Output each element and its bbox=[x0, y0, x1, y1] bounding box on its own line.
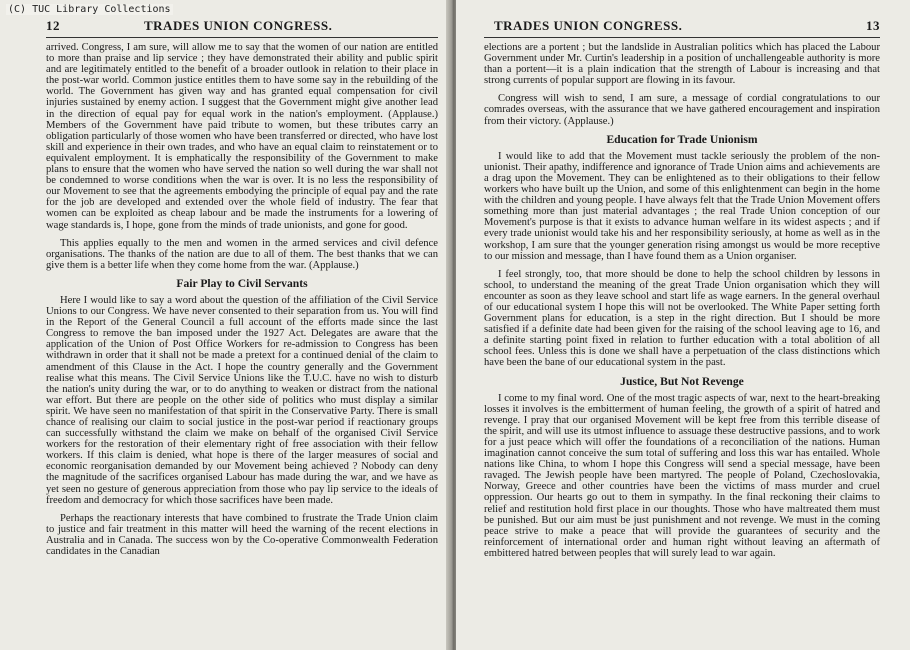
paragraph: arrived. Congress, I am sure, will allow me to say that the women of our nation are entitled to more than praise and lip service ; they have demonstrated their ability and public spirit and are legitimately entitled to the benefit of a broader outlook in relation to their place in the post-war world. Common justice entitles them to have some say in the rebuilding of the world. The Government has given way and has granted equal compensation for civil injuries sustained by enemy action. I suggest that the Government might give another lead in the direction of equal pay for equal work in the nation's employment. (Applause.) Members of the Government have paid tribute to women, but these tributes carry an obligation particularly of those women who have been transferred or directed, who have lost skill and experience in their own trades, and who have an equal claim to reinstatement or to equivalent employment. It is emphatically the responsibility of the Government to make plans to ensure that the women who have served the nation so well during the war shall not be condemned to worse conditions when the war is over. It is no less the responsibility of our Movement to see that the agreements embodying the principle of equal pay and the rate for the job are developed and extended over the whole field of industry. The fear that women can be exploited as cheap labour and be made the instruments for a lowering of wage standards is, I hope, gone from the minds of trade unionists, and gone for good. bbox=[46, 42, 438, 231]
paragraph: elections are a portent ; but the landslide in Australian politics which has placed the Labour Government under Mr. Curtin's leadership in a position of unchallengeable authority is more than a portent—it is a plain indication that the strength of Labour is increasing and that strong currents of popular support are flowing in its favour. bbox=[484, 42, 880, 87]
left-page-body bbox=[46, 42, 438, 557]
right-page-body bbox=[484, 42, 880, 559]
section-heading: Fair Play to Civil Servants bbox=[176, 276, 308, 290]
paragraph: Congress will wish to send, I am sure, a message of cordial congratulations to our comrades overseas, with the assurance that we have gathered encouragement and inspiration from their victory. (Applause.) bbox=[484, 93, 880, 127]
running-title-left: TRADES UNION CONGRESS. bbox=[144, 18, 333, 33]
header-rule-left bbox=[46, 37, 438, 38]
paragraph: Perhaps the reactionary interests that have combined to frustrate the Trade Union claim to justice and fair treatment in this matter will heed the warning of the recent elections in Australia and in Canada. The success won by the Co-operative Commonwealth Federation candidates in the Canadian bbox=[46, 512, 438, 558]
paragraph: Here I would like to say a word about the question of the affiliation of the Civil Service Unions to our Congress. We have never consented to their separation from us. You will find in the Report of the General Council a full account of the efforts made since the last Congress to remove the ban imposed under the 1927 Act. Delegates are aware that the application of the Union of Post Office Workers for re-admission to Congress has been withdrawn in order that it shall not be made a pretext for a continued denial of the claim to amendment of this Clause in the Act. I hope the country generally and the Government realise what this means. The Civil Service Unions like the T.U.C. have no wish to disturb the nation's unity during the war, or to do anything to weaken or distract from the national war effort. But there are people on the other side of politics who must display a similar spirit. We have seen no manifestation of that spirit in the Conservative Party. There is small chance of realising our claim to social justice in the post-war period if reactionary groups can successfully withstand the claim we make on behalf of the organised Civil Service workers for the restoration of their elementary right of free association with their fellow workers. If this claim is denied, what hope is there of the larger measures of social and economic reorganisation demanded by our Movement being achieved ? Nobody can deny the magnitude of the sacrifices organised Labour has made during the war, and we have as yet seen no gesture of generous appreciation from those who pay lip service to the ideals of freedom and democracy for which those sacrifices have been made. bbox=[46, 294, 438, 506]
paragraph: This applies equally to the men and women in the armed services and civil defence organisations. The thanks of the nation are due to all of them. The best thanks that we can give them is a better life when they come home from the war. (Applause.) bbox=[46, 237, 438, 271]
running-title-right: TRADES UNION CONGRESS. bbox=[494, 18, 683, 33]
paragraph: I would like to add that the Movement must tackle seriously the problem of the non-unionist. Their apathy, indifference and ignorance of Trade Union aims and achievements are a drag upon the Movement. They can be enlightened as to their obligations to their fellow workers who have built up the Union, and some of this enlightenment can begin in the home with the children and young people. I have always felt that the Trade Union Movement offers something more than just material advantages ; the real Trade Union conception of our Movement's purpose is that it exists to advance human welfare in its widest aspects ; and if every trade unionist would take his and her responsibility seriously, at home as well as in the workshop, I am sure that the younger generation rising amongst us would be more receptive to our mission and message, than I have found them as a Union organiser. bbox=[484, 150, 880, 262]
right-page-header bbox=[484, 18, 880, 36]
right-page bbox=[456, 0, 910, 650]
left-page bbox=[0, 0, 452, 650]
header-rule-right bbox=[484, 37, 880, 38]
section-heading: Education for Trade Unionism bbox=[606, 132, 758, 146]
page-number-left: 12 bbox=[46, 18, 60, 33]
section-heading: Justice, But Not Revenge bbox=[620, 374, 744, 388]
page-number-right: 13 bbox=[866, 18, 880, 33]
paragraph: I come to my final word. One of the most tragic aspects of war, next to the heart-breaking losses it involves is the embitterment of human feeling, the growth of a spirit of hatred and revenge. I pray that our organised Movement will be kept free from this terrible disease of the spirit, and will use its utmost influence to assuage these destructive passions, and to work for a just peace which will offer the foundations of a reconciliation of the nations. Human imagination cannot conceive the sum total of suffering and loss this war has entailed. Whole nations like China, to whom I hope this Congress will send a special message, have been ravaged. The Jewish people have been martyred. The people of Poland, Czechoslovakia, Norway, Greece and other countries have been the victims of mass murder and cruel oppression. Our hearts go out to them in sympathy. In the final reckoning their claims to relief and restitution hold first place in our thoughts. Those who have maltreated them must be punished. But our aim must be just punishment and not revenge. We must in the coming peace strive to make a peace that will provide the guarantees of security and the reinforcement of international order and human right without leaving an aftermath of embittered hatred between peoples that will surely lead to war again. bbox=[484, 392, 880, 559]
paragraph: I feel strongly, too, that more should be done to help the school children by lessons in school, to understand the meaning of the great Trade Union organisation which they will encounter as soon as they leave school and start life as wage earners. In the general overhaul of our educational system I hope this will not be overlooked. The White Paper setting forth Government plans for education, is a step in the right direction. But I should be more satisfied if a definite date had been given for the raising of the school leaving age to 16, and a definite starting point fixed in relation to further education with a total abolition of all school fees. Unless this is done we shall have a perpetuation of the class distinctions which have been the bane of our educational system in the past. bbox=[484, 268, 880, 369]
watermark: (C) TUC Library Collections bbox=[8, 4, 171, 15]
left-page-header bbox=[46, 18, 438, 36]
